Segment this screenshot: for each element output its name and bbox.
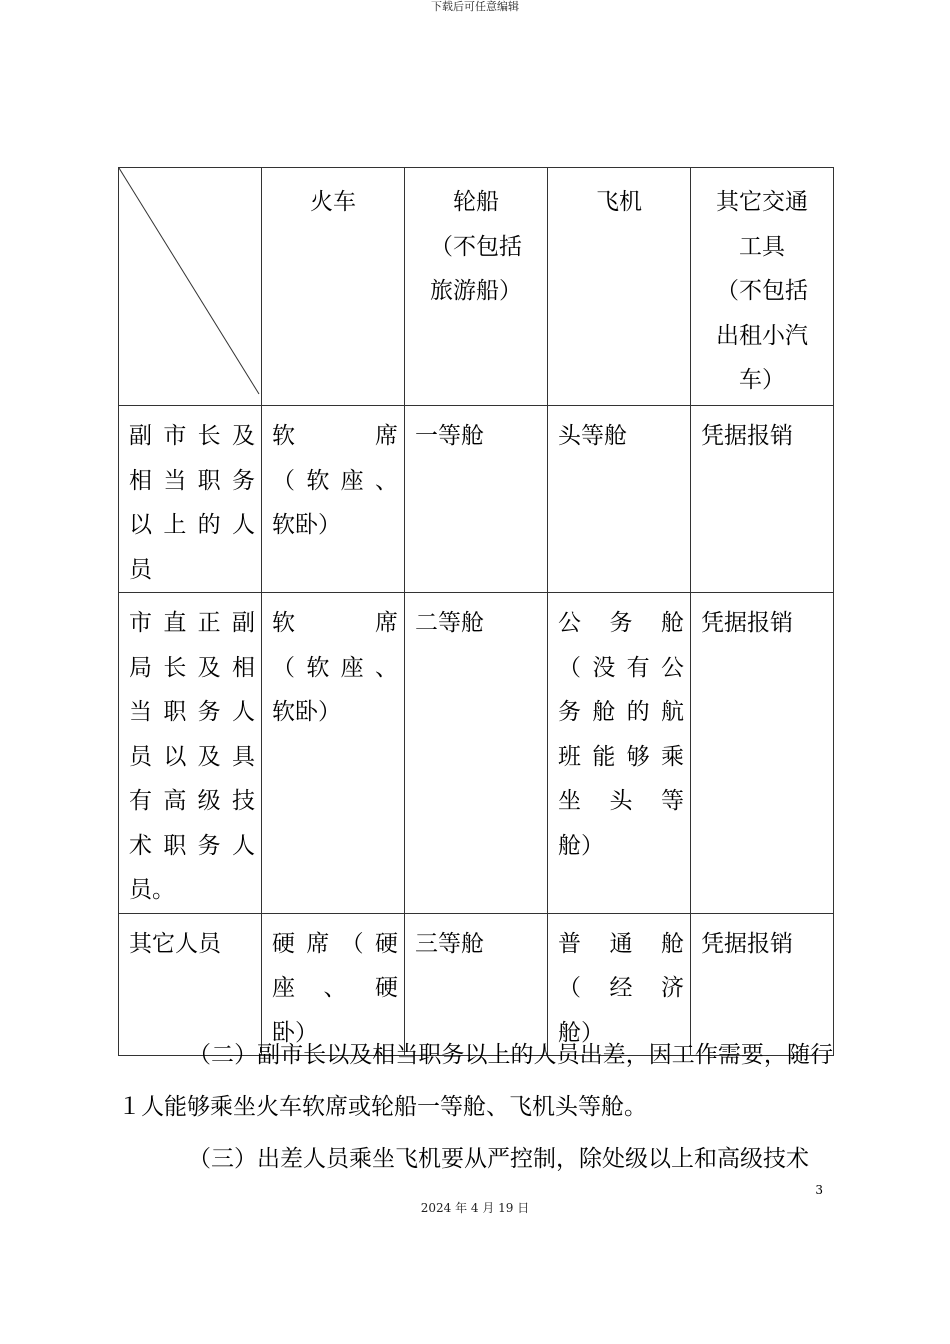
cell-text-line: 以 上 的 人 (129, 512, 255, 538)
travel-standard-table (118, 167, 833, 1046)
cell-text-line: （ 没 有 公 (558, 654, 684, 681)
column-header-ship (405, 168, 548, 406)
cell-text-line: （ 软 座 、 (272, 467, 398, 494)
diagonal-header-cell (119, 168, 262, 406)
row-label (119, 593, 262, 914)
cell-text-line: 员 以 及 具 (129, 743, 255, 770)
cell-text-line: 车） (739, 367, 785, 393)
other-cell (691, 593, 834, 914)
cell-text-line: （ 软 座 、 (272, 654, 398, 681)
cell-text-line: 普 通 舱 (558, 930, 684, 957)
cell-text-line: 员 (129, 556, 152, 583)
cell-text-line: 当 职 务 人 (129, 699, 255, 725)
train-cell (262, 593, 405, 914)
page-number: 3 (815, 1183, 823, 1197)
cell-text-line: 软席 (272, 423, 398, 449)
table-row (119, 593, 834, 914)
cell-text-line: 飞机 (596, 189, 642, 215)
cell-text-line: 软卧） (272, 699, 341, 725)
diagonal-line (119, 168, 262, 405)
train-cell (262, 406, 405, 593)
cell-text-line: 旅游船） (430, 278, 522, 304)
cell-text-line: 凭据报销 (701, 423, 793, 449)
cell-text-line: （不包括 (430, 233, 522, 260)
cell-text-line: 卧） (272, 1019, 318, 1046)
paragraph-three: （三）出差人员乘坐飞机要从严控制，除处级以上和高级技术 (188, 1146, 809, 1172)
cell-text-line: 头等舱 (558, 423, 627, 449)
ship-cell (405, 593, 548, 914)
cell-text-line: 三等舱 (415, 930, 484, 957)
row-label (119, 406, 262, 593)
cell-text-line: 有 高 级 技 (129, 788, 255, 814)
cell-text-line: 座 、 硬 (272, 975, 398, 1001)
ship-cell (405, 406, 548, 593)
cell-text-line: 术 职 务 人 (129, 832, 255, 859)
cell-text-line: 员。 (129, 877, 175, 903)
cell-text-line: 一等舱 (415, 423, 484, 449)
cell-text-line: （ 经 济 (558, 975, 684, 1001)
plane-cell (548, 406, 691, 593)
cell-text-line: 凭据报销 (701, 610, 793, 636)
cell-text-line: 凭据报销 (701, 930, 793, 957)
cell-text-line: 出租小汽 (716, 322, 808, 349)
cell-text-line: 软席 (272, 610, 398, 636)
column-header-other-transport (691, 168, 834, 406)
paragraph-two: （二）副市长以及相当职务以上的人员出差，因工作需要，随行１人能够乘坐火车软席或轮船一等舱、飞机头等舱。 (118, 1042, 833, 1120)
cell-text-line: 公 务 舱 (558, 610, 684, 636)
cell-text-line: 局 长 及 相 (129, 654, 255, 681)
cell-text-line: 其它人员 (129, 930, 221, 957)
cell-text-line: 舱） (558, 1019, 604, 1046)
other-cell (691, 406, 834, 593)
footer-date: 2024 年 4 月 19 日 (420, 1201, 530, 1215)
plane-cell (548, 593, 691, 914)
cell-text-line: 软卧） (272, 512, 341, 538)
cell-text-line: 火车 (310, 189, 356, 215)
table-header-row (119, 168, 834, 406)
table-row (119, 406, 834, 593)
cell-text-line: 硬 席 （ 硬 (272, 930, 398, 957)
cell-text-line: 工具 (739, 233, 785, 260)
column-header-plane (548, 168, 691, 406)
cell-text-line: 坐 头 等 (558, 788, 684, 814)
cell-text-line: 其它交通 (716, 189, 808, 215)
cell-text-line: 二等舱 (415, 610, 484, 636)
cell-text-line: 副 市 长 及 (129, 423, 255, 449)
cell-text-line: 班 能 够 乘 (558, 743, 684, 770)
cell-text-line: 轮船 (453, 189, 499, 215)
cell-text-line: 相 当 职 务 (129, 467, 255, 494)
cell-text-line: 市 直 正 副 (129, 610, 255, 636)
cell-text-line: 务 舱 的 航 (558, 699, 684, 725)
cell-text-line: （不包括 (716, 278, 808, 304)
cell-text-line: 舱） (558, 832, 604, 859)
page-header: 下载后可任意编辑 (431, 0, 519, 13)
column-header-train (262, 168, 405, 406)
